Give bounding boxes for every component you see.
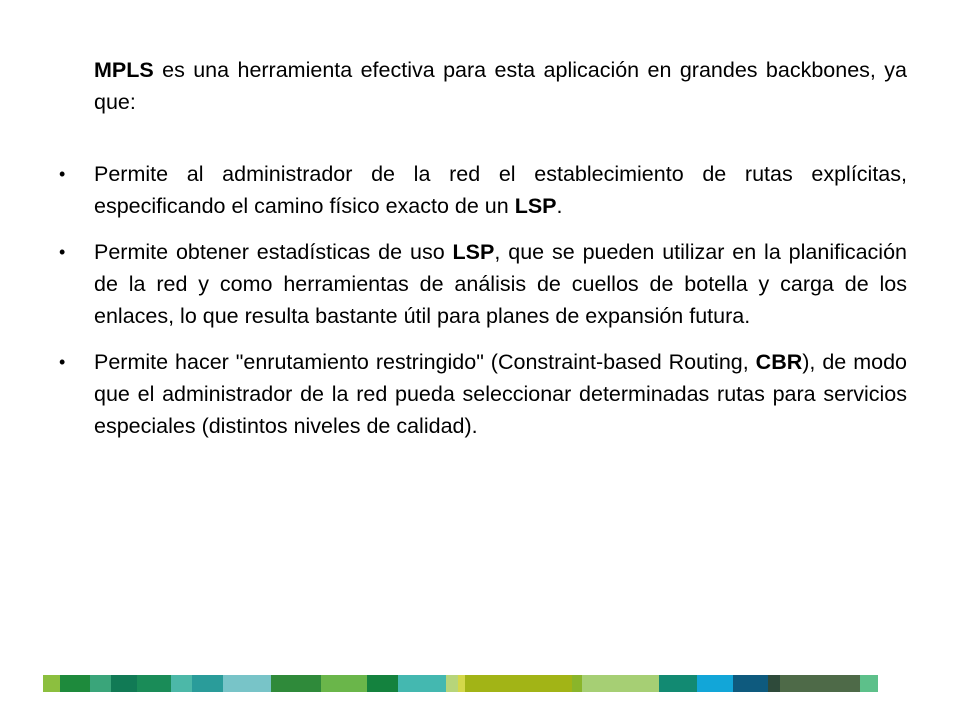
footer-color-segment bbox=[572, 675, 582, 692]
intro-term: MPLS bbox=[94, 58, 154, 82]
footer-color-segment bbox=[60, 675, 90, 692]
bullet-item bbox=[59, 346, 907, 442]
slide-body bbox=[59, 54, 907, 456]
bullet-item bbox=[59, 236, 907, 332]
bullet-dot-icon: • bbox=[59, 164, 66, 184]
bullet-text: , que se pueden utilizar en la planificación de la red y como herramientas de análisis de cuellos de botella y carga de los enlaces, lo que resulta bastante útil para planes de expansión futura. bbox=[94, 240, 907, 328]
footer-color-segment bbox=[171, 675, 192, 692]
footer-color-segment bbox=[659, 675, 697, 692]
footer-color-segment bbox=[137, 675, 171, 692]
footer-color-segment bbox=[367, 675, 398, 692]
footer-color-segment bbox=[90, 675, 111, 692]
footer-color-bar bbox=[43, 675, 926, 692]
footer-color-segment bbox=[271, 675, 321, 692]
footer-color-segment bbox=[697, 675, 733, 692]
footer-color-segment bbox=[111, 675, 137, 692]
bullet-text: ), de modo que el administrador de la red pueda seleccionar determinadas rutas para servicios especiales (distintos niveles de calidad). bbox=[94, 350, 907, 438]
bullet-term: LSP bbox=[452, 240, 495, 264]
bullet-text: . bbox=[556, 194, 563, 218]
footer-color-segment bbox=[465, 675, 572, 692]
footer-color-segment bbox=[446, 675, 458, 692]
footer-color-segment bbox=[860, 675, 878, 692]
footer-color-segment bbox=[398, 675, 446, 692]
bullet-dot-icon: • bbox=[59, 242, 66, 262]
footer-color-segment bbox=[192, 675, 223, 692]
bullet-text: Permite al administrador de la red el establecimiento de rutas explícitas, especificando el camino físico exacto de un bbox=[94, 162, 907, 218]
intro-text: es una herramienta efectiva para esta aplicación en grandes backbones, ya que: bbox=[94, 58, 907, 114]
bullet-term: LSP bbox=[514, 194, 557, 218]
footer-color-segment bbox=[582, 675, 659, 692]
footer-color-segment bbox=[223, 675, 271, 692]
bullet-item bbox=[59, 158, 907, 222]
footer-color-segment bbox=[768, 675, 780, 692]
footer-color-segment bbox=[321, 675, 367, 692]
bullet-list bbox=[59, 158, 907, 442]
footer-color-segment bbox=[780, 675, 860, 692]
footer-color-segment bbox=[458, 675, 465, 692]
bullet-text: Permite hacer "enrutamiento restringido" (Constraint-based Routing, bbox=[94, 350, 756, 374]
footer-color-segment bbox=[733, 675, 768, 692]
bullet-text: Permite obtener estadísticas de uso bbox=[94, 240, 453, 264]
footer-color-segment bbox=[43, 675, 60, 692]
bullet-term: CBR bbox=[755, 350, 803, 374]
bullet-dot-icon: • bbox=[59, 352, 66, 372]
intro-paragraph bbox=[94, 54, 907, 118]
